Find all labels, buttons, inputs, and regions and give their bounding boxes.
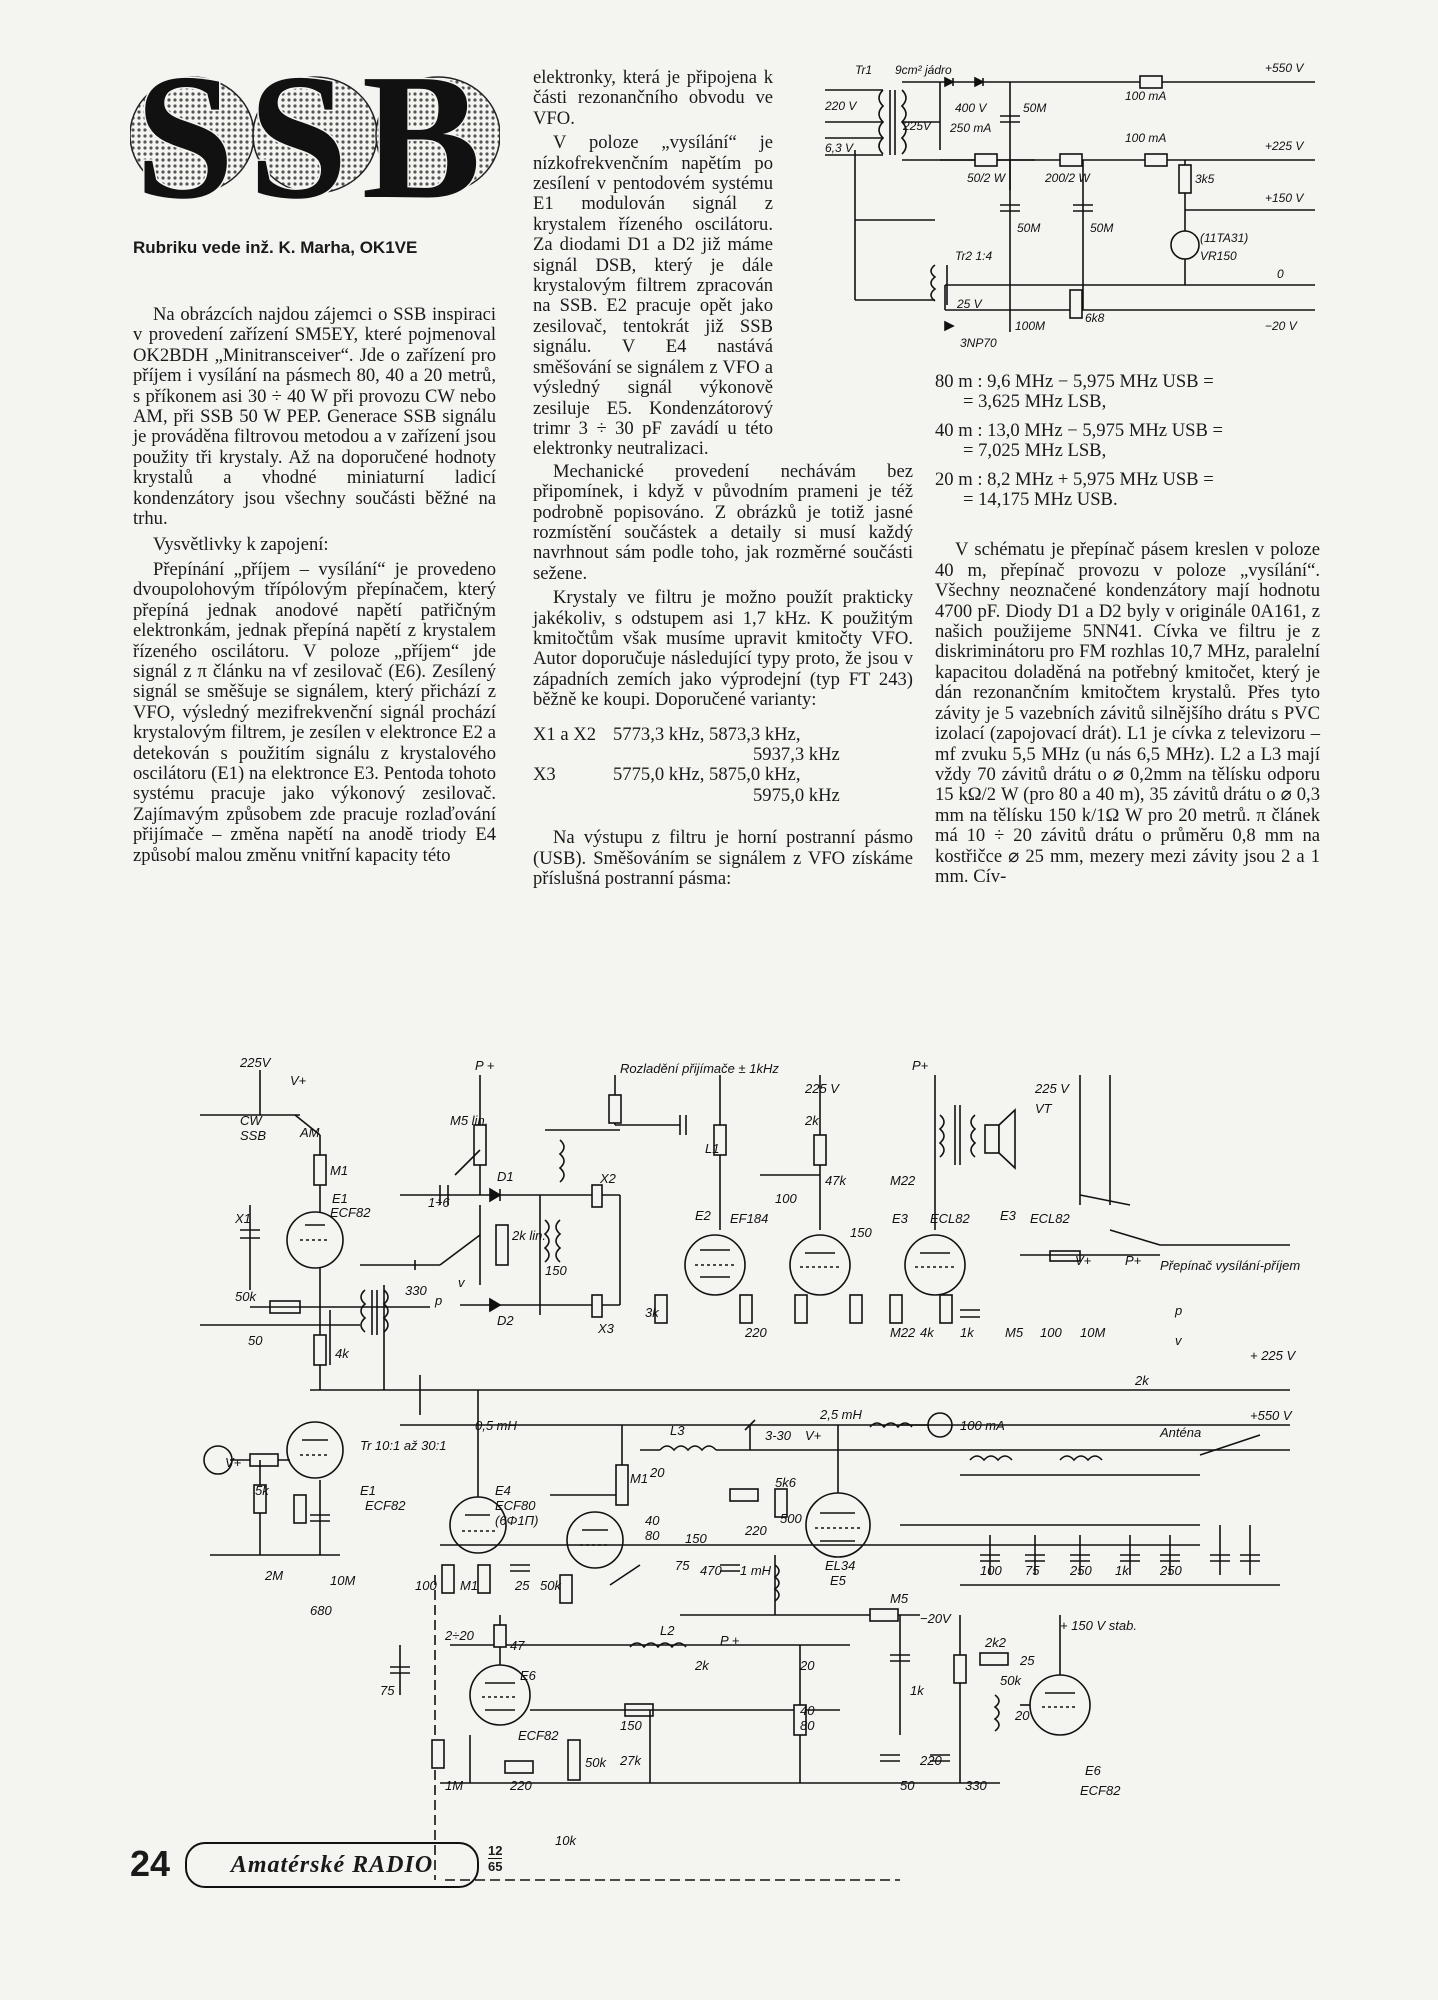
schematic-label: 1÷6 [428,1195,450,1210]
schematic-label: Anténa [1160,1425,1202,1440]
schematic-label: 1k [960,1325,974,1340]
tube-e2 [685,1235,745,1295]
schematic-label: E2 [695,1208,711,1223]
schematic-label: 100 [415,1578,437,1593]
schematic-label: 2k [805,1113,819,1128]
schematic-label: 330 [405,1283,427,1298]
schematic-label: +550 V [1250,1408,1292,1423]
col1-paragraph-2: Vysvětlivky k zapojení: [153,534,329,556]
issue-bottom: 65 [488,1859,503,1874]
variant-1-label: X1 a X2 [533,723,596,745]
schematic-label: 2,5 mH [820,1407,862,1422]
schematic-label: 225 V [1035,1081,1069,1096]
schematic-label: 3-30 [765,1428,792,1443]
schematic-label: 40 [645,1513,660,1528]
col2-paragraph-4: Krystaly ve filtru je možno použít prakticky jakékoliv, s odstupem asi 1,7 kHz. K použitým kmitočtům však musíme upravit kmitočty VFO. Autor doporučuje následující typy proto, že jsou v západních zemích jako výprodejní (typ FT 243) běžně ke koupi. Doporučené varianty: [533,587,913,711]
schematic-label: 225V [240,1055,271,1070]
schematic-label: D2 [497,1313,514,1328]
schematic-label: M22 [890,1173,916,1188]
schematic-label: ECL82 [930,1211,970,1226]
schematic-label: E1 [332,1191,348,1206]
psu-core: 9cm² jádro [895,63,952,77]
tube-e3a [790,1235,850,1295]
equation-20m-line-2: = 14,175 MHz USB. [963,489,1118,511]
schematic-label: E3 [892,1211,908,1226]
schematic-label: 5k6 [775,1475,796,1490]
schematic-label: 100 [775,1191,797,1206]
schematic-label: P+ [912,1058,929,1073]
schematic-label: 1 mH [740,1563,772,1578]
equation-40m-line-2: = 7,025 MHz LSB, [963,440,1107,462]
rubric-line: Rubriku vede inž. K. Marha, OK1VE [133,238,418,257]
schematic-label: 100 mA [960,1418,1005,1433]
schematic-label: P+ [1125,1253,1142,1268]
schematic-label: X3 [598,1321,614,1336]
col2-paragraph-2: V poloze „vysílání“ je nízkofrekvenčním napětím po zesílení v pentodovém systému E1 modulován signál z krystalem řízeného oscilátoru. Za diodami D1 a D2 již máme signál DSB, který je dále krystalovým filtrem zpracován na SSB. E2 pracuje opět jako zesilovač, tentokrát již SSB signálu. V E4 nastává směšování se signálem z VFO a výsledný signál výkonově zesiluje E5. Kondenzátorový trimr 3 ÷ 30 pF zavádí u této elektronky neutralizaci. [533,132,773,460]
schematic-label: 50k [540,1578,561,1593]
schematic-label: CW [240,1113,262,1128]
schematic-label: 10M [1080,1325,1106,1340]
schematic-label: L2 [660,1623,675,1638]
logo-text: SSB [135,55,495,215]
schematic-label: 1M [445,1778,464,1793]
schematic-label: P + [720,1633,740,1648]
schematic-label: 680 [310,1603,332,1618]
schematic-label: 50 [900,1778,915,1793]
schematic-label: 2÷20 [445,1628,474,1643]
psu-out-minus20: −20 V [1265,319,1297,333]
psu-tr2: Tr2 1:4 [955,249,993,263]
variant-2-label: X3 [533,764,556,786]
col2-paragraph-5: Na výstupu z filtru je horní postranní pásmo (USB). Směšováním se signálem z VFO získáme příslušná postranní pásma: [533,827,913,890]
psu-out-550: +550 V [1265,61,1304,75]
schematic-label: ECL82 [1030,1211,1070,1226]
col3-paragraph-1: V schématu je přepínač pásem kreslen v poloze 40 m, přepínač provozu v poloze „vysílání“. Všechny neoznačené kondenzátory mají hodnotu 4700 pF. Diody D1 a D2 byly v originále 0A161, z našich použijeme 5NN41. Cívka ve filtru je z diskriminátoru pro FM rozhlas 10,7 MHz, paralelní kapacitou doladěná na potřebný kmitočet, který je dán rezonančním kmitočtem krystalů. Přes tyto závity je 5 vazebních závitů silnějšího drátu s PVC izolací (zapojovací drát). L1 je cívka z televizoru – mf zvuku 5,5 MHz (u nás 6,5 MHz). L2 a L3 mají vždy 70 závitů drátu o ⌀ 0,2mm na tělísku odporu 15 kΩ/2 W (pro 80 a 40 m), 35 závitů drátu o ⌀ 0,3 mm na tělísku 150 k/1Ω W pro 20 metrů. π článek má 10 ÷ 20 závitů drátu o průměru 0,8 mm na kostřičce ⌀ 25 mm, mezery mezi závity jsou 2 a 1 mm. Cív- [935,539,1320,887]
psu-50m-2: 50M [1017,221,1041,235]
col1-paragraph-1: Na obrázcích najdou zájemci o SSB inspiraci v provedení zařízení SM5EY, které pojmenoval OK2BDH „Minitransceiver“. Jde o zařízení pro příjem i vysílání na pásmech 80, 40 a 20 metrů, s příkonem asi 30 ÷ 40 W při provozu CW nebo AM, při SSB 50 W PEP. Generace SSB signálu je prováděna filtrovou metodou a v zařízení jsou použity tři krystaly. Až na doporučené hodnoty krystalů a vhodné miniaturní ladicí kondenzátory jsou všechny součásti běžné na trhu. [133,304,496,530]
schematic-label: 75 [1025,1563,1040,1578]
column-3 [935,372,1320,891]
schematic-label: M1 [330,1163,349,1178]
schematic-label: ECF82 [1080,1783,1121,1798]
tube-e5 [806,1493,870,1557]
schematic-label: AM [300,1125,320,1140]
schematic-label: 40 [800,1703,815,1718]
schematic-label: v [1175,1333,1182,1348]
schematic-label: 150 [850,1225,872,1240]
schematic-label: 5k [255,1483,269,1498]
schematic-label: 100 [980,1563,1002,1578]
schematic-label: ECF80 [495,1498,536,1513]
crystal-variants [533,725,913,807]
equation-40m-line-1: 40 m : 13,0 MHz − 5,975 MHz USB = [935,419,1224,441]
psu-3np70: 3NP70 [960,336,997,350]
schematic-label: EL34 [825,1558,856,1573]
schematic-label: 2k2 [985,1635,1006,1650]
schematic-label: E3 [1000,1208,1016,1223]
psu-50m: 50M [1023,101,1047,115]
schematic-label: SSB [240,1128,267,1143]
schematic-label: X2 [600,1171,616,1186]
schematic-label: 80 [800,1718,815,1733]
schematic-label: Tr 10:1 až 30:1 [360,1438,447,1453]
schematic-label: V+ [225,1455,242,1470]
col1-paragraph-3: Přepínání „příjem – vysílání“ je provedeno dvoupolohovým třípólovým přepínačem, který přepíná jednak anodové napětí patřičným elektronkám, jednak přepíná napětí z krystalem řízeného oscilátoru. V poloze „příjem“ jde signál z π článku na vf zesilovač (E6). Zesílený signál se směšuje se signálem, který přichází z VFO, výsledný mezifrekvenční signál prochází krystalovým filtrem, je zesílen v elektronce E2 a detekován s použitím signálu z krystalového oscilátoru (E1) na elektronce E3. Pentoda tohoto systému pracuje jako výkonový zesilovač. Zajímavým způsobem zde pracuje rozlaďování přijímače – změna napětí na anodě triody E4 způsobí malou změnu vnitřní kapacity této [133,558,496,866]
schematic-label: E1 [360,1483,376,1498]
equation-80m-line-2: = 3,625 MHz LSB, [963,391,1107,413]
schematic-label: M1 [460,1578,479,1593]
equation-20m [935,470,1320,511]
schematic-labels [225,1055,1300,1848]
psu-out-150: +150 V [1265,191,1304,205]
schematic-label: 4k [335,1346,349,1361]
psu-6k8: 6k8 [1085,311,1105,325]
col2-paragraph-3: Mechanické provedení nechávám bez připomínek, i když v původním prameni je též podrobně popisováno. Z obrázků je totiž jasné rozmístění součástek a detaily si musí každý navrhnout sám podle toho, jak rozměrné součásti sežene. [533,460,913,584]
schematic-label: P + [475,1058,495,1073]
psu-225v: 225V [903,119,932,133]
psu-100ma-2: 100 mA [1125,131,1167,145]
schematic-label: V+ [805,1428,822,1443]
transceiver-schematic [200,1055,1330,1885]
schematic-label: 220 [920,1753,942,1768]
schematic-label: E6 [520,1668,536,1683]
schematic-label: 10k [555,1833,576,1848]
tube-e6b [1030,1675,1090,1735]
schematic-label: X1 [235,1211,251,1226]
schematic-label: 50k [235,1289,256,1304]
schematic-label: 47 [510,1638,525,1653]
schematic-label: 27k [620,1753,641,1768]
psu-100m: 100M [1015,319,1046,333]
col2-paragraph-1: elektronky, která je připojena k části rezonančního obvodu ve VFO. [533,67,773,129]
psu-63v: 6,3 V [825,141,854,155]
schematic-label: p [1175,1303,1183,1318]
schematic-label: 3k [645,1305,659,1320]
schematic-label: E6 [1085,1763,1101,1778]
schematic-label: 470 [700,1563,722,1578]
psu-400v: 400 V [955,101,987,115]
schematic-label: EF184 [730,1211,769,1226]
variant-2-line-1: 5775,0 kHz, 5875,0 kHz, [613,764,801,786]
psu-out-225: +225 V [1265,139,1304,153]
schematic-label: VT [1035,1101,1052,1116]
psu-50-2w: 50/2 W [967,171,1006,185]
schematic-label: 220 [510,1778,532,1793]
psu-250ma: 250 mA [950,121,992,135]
psu-200-2w: 200/2 W [1045,171,1090,185]
schematic-label: v [458,1275,465,1290]
tube-e4b [567,1512,623,1568]
variant-2-line-2: 5975,0 kHz [753,784,840,806]
psu-labels [824,61,1304,350]
schematic-label: 2k lin. [512,1228,546,1243]
schematic-label: 25 [1020,1653,1035,1668]
schematic-label: V+ [1075,1253,1092,1268]
schematic-label: ECF82 [330,1205,371,1220]
equation-20m-line-1: 20 m : 8,2 MHz + 5,975 MHz USB = [935,468,1214,490]
schematic-label: ECF82 [518,1728,559,1743]
schematic-label: 500 [780,1511,802,1526]
schematic-label: p [435,1293,443,1308]
schematic-label: 10M [330,1573,356,1588]
schematic-label: 1k [910,1683,924,1698]
schematic-label: M5 lin. [450,1113,489,1128]
schematic-label: ECF82 [365,1498,406,1513]
psu-tube: (11TA31) [1200,231,1249,245]
schematic-label: 50 [248,1333,263,1348]
psu-transformer-1 [879,90,906,155]
schematic-label: 250 [1160,1563,1182,1578]
schematic-label: 80 [645,1528,660,1543]
schematic-label: M5 [890,1591,909,1606]
magazine-logo [185,1842,479,1888]
schematic-label: 150 [685,1531,707,1546]
schematic-label: 25 [515,1578,530,1593]
schematic-label: 20 [650,1465,665,1480]
equation-40m [935,421,1320,462]
schematic-label: 220 [745,1325,767,1340]
schematic-label: 50k [585,1755,606,1770]
psu-220v: 220 V [825,99,857,113]
schematic-label: 20 [1015,1708,1030,1723]
schematic-label: 50k [1000,1673,1021,1688]
variant-1-line-1: 5773,3 kHz, 5873,3 kHz, [613,723,801,745]
schematic-label: 4k [920,1325,934,1340]
psu-vr150: VR150 [1200,249,1237,263]
schematic-label: 75 [675,1558,690,1573]
schematic-label: 150 [545,1263,567,1278]
schematic-label: 250 [1070,1563,1092,1578]
schematic-label: M22 [890,1325,916,1340]
schematic-label: 20 [800,1658,815,1673]
schematic-label: + 225 V [1250,1348,1296,1363]
column-1 [133,305,496,870]
schematic-label: (6Φ1Π) [495,1513,539,1528]
schematic-label: 1k [1115,1563,1129,1578]
issue-top: 12 [488,1843,503,1858]
psu-25v: 25 V [957,297,982,311]
schematic-label: E5 [830,1573,846,1588]
psu-schematic [795,60,1330,350]
schematic-label: 47k [825,1173,846,1188]
schematic-label: L3 [670,1423,685,1438]
schematic-label: Rozladění přijímače ± 1kHz [620,1061,779,1076]
psu-tr1: Tr1 [855,63,873,77]
schematic-label: 2k [695,1658,709,1673]
equation-80m [935,372,1320,413]
tube-e3b [905,1235,965,1295]
schematic-label: L1 [705,1141,720,1156]
tube-e1-modulator [287,1422,343,1478]
schematic-label: 150 [620,1718,642,1733]
schematic-label: 0,5 mH [475,1418,517,1433]
schematic-label: M1 [630,1471,649,1486]
schematic-label: 2k [1135,1373,1149,1388]
psu-3k5: 3k5 [1195,172,1215,186]
ssb-logo [130,55,500,215]
schematic-label: 220 [745,1523,767,1538]
variant-1-line-2: 5937,3 kHz [753,744,840,765]
schematic-label: 225 V [805,1081,839,1096]
schematic-label: V+ [290,1073,307,1088]
schematic-label: + 150 V stab. [1060,1618,1137,1633]
schematic-label: 75 [380,1683,395,1698]
tube-e1 [287,1212,343,1268]
issue-number [488,1843,502,1874]
schematic-label: −20V [920,1611,951,1626]
magazine-name: Amatérské RADIO [230,1851,434,1878]
equation-80m-line-1: 80 m : 9,6 MHz − 5,975 MHz USB = [935,371,1214,392]
schematic-label: M5 [1005,1325,1024,1340]
schematic-label: Přepínač vysílání-příjem [1160,1258,1301,1273]
psu-out-0: 0 [1277,267,1284,281]
schematic-label: 100 [1040,1325,1062,1340]
schematic-label: 2M [265,1568,284,1583]
psu-50m-3: 50M [1090,221,1114,235]
page-number: 24 [130,1843,171,1884]
schematic-label: E4 [495,1483,511,1498]
schematic-label: 330 [965,1778,987,1793]
psu-100ma: 100 mA [1125,89,1167,103]
schematic-label: D1 [497,1169,514,1184]
